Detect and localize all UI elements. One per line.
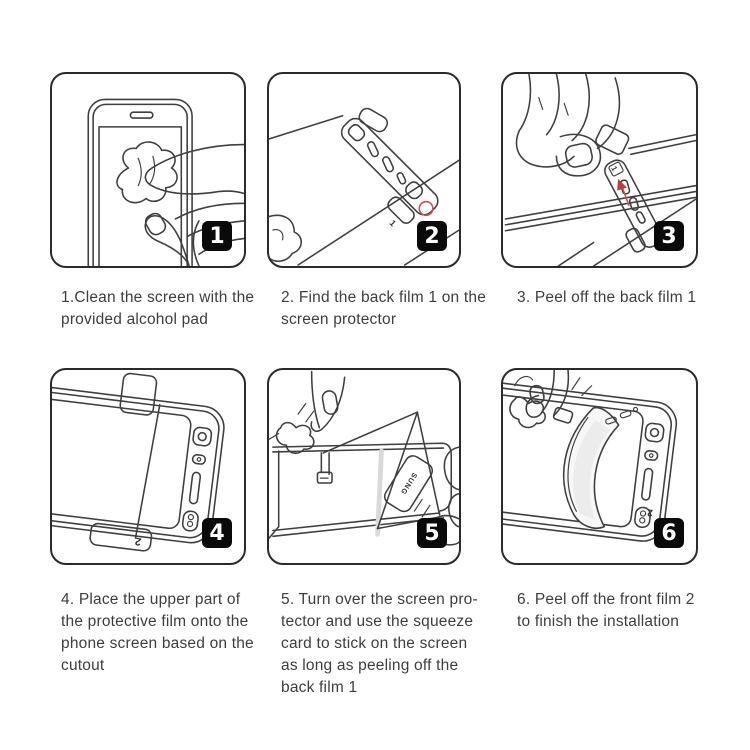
front-film-number-label: 2 [133,534,143,548]
step-5-badge: 5 [417,518,447,548]
back-film-number-label: 1 [387,217,399,229]
thumb-nail [564,142,593,168]
step-5-caption: 5. Turn over the screen pro- tector and use the squeeze card to stick on the screen as long as peeling off the back film 1 [281,591,478,696]
red-circle-marker [416,199,435,218]
step-1-badge: 1 [202,221,232,251]
step-4-caption: 4. Place the upper part of the protective film onto the phone screen based on the cutout [61,591,254,674]
peeling-hand [510,370,592,427]
step-3-badge: 3 [654,221,684,251]
volume-slot [189,472,201,504]
camera-cutout [192,427,212,447]
camera-cutout [645,423,665,443]
crumpled-film [277,423,314,454]
step-4-badge: 4 [202,518,232,548]
step-3-caption: 3. Peel off the back film 1 [517,289,697,306]
phone-outline [88,99,192,266]
step-2-panel [267,72,461,268]
peeling-front-film [557,400,638,532]
volume-slot [641,468,653,500]
pulled-film-tab [317,453,332,483]
step-3-panel [501,72,698,268]
step-1-caption: 1.Clean the screen with the provided alcohol pad [61,289,255,328]
step-6-panel [501,368,698,565]
step-1-panel [50,72,246,268]
step-2-badge: 2 [417,221,447,251]
step-2-caption: 2. Find the back film 1 on the screen protector [281,289,487,328]
film-sheet-edges [269,451,279,538]
finger-nail [321,390,338,415]
step-4-panel [50,368,246,565]
phone-screen [52,395,192,530]
step-6-badge: 6 [654,518,684,548]
holding-hand [269,215,301,261]
step-5-panel [267,368,461,565]
pulling-finger [269,372,345,454]
squeeze-card-text: SUNG [398,471,420,497]
step-6-caption: 6. Peel off the front film 2 to finish the installation [517,591,695,630]
gripped-film-tab [553,407,574,424]
front-film-number-label: 2 [646,506,654,518]
screen-protector [316,100,456,240]
phone-speaker [130,112,153,118]
bottom-tab [386,195,417,226]
back-film-number-label: 1 [609,164,620,173]
